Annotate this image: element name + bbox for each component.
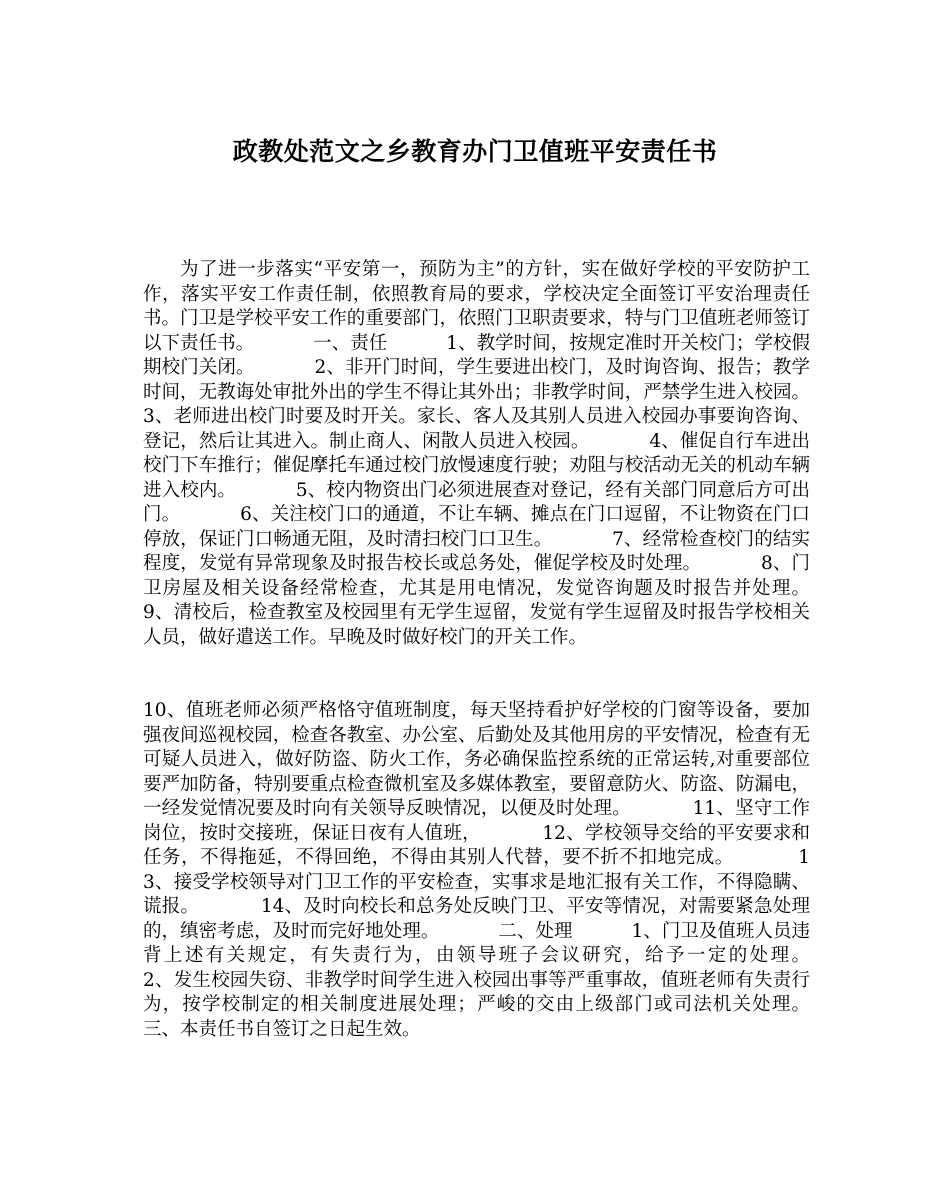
document-title: 政教处范文之乡教育办门卫值班平安责任书 (232, 137, 718, 166)
body-paragraph: 10、值班老师必须严格恪守值班制度，每天坚持看护好学校的门窗等设备，要加强夜间巡视校园，检查各教室、办公室、后勤处及其他用房的平安情况，检查有无可疑人员进入，做好防盗、防火工作，务必确保监控系统的正常运转,对重要部位要严加防备，特别要重点检查微机室及多媒体教室，要留意防火、防盗、防漏电，一经发觉情况要及时向有关领导反映情况，以便及时处理。 11、坚守工作岗位，按时交接班，保证日夜有人值班， 12、学校领导交给的平安要求和任务，不得拖延，不得回绝，不得由其别人代替，要不折不扣地完成。 13、接受学校领导对门卫工作的平安检查，实事求是地汇报有关工作，不得隐瞒、谎报。 14、及时向校长和总务处反映门卫、平安等情况，对需要紧急处理的，缜密考虑，及时而完好地处理。 二、处理 1、门卫及值班人员违背上述有关规定，有失责行为，由领导班子会议研究，给予一定的处理。 2、发生校园失窃、非教学时间学生进入校园出事等严重事故，值班老师有失责行为，按学校制定的相关制度进展处理；严峻的交由上级部门或司法机关处理。 三、本责任书自签订之日起生效。 (143, 700, 869, 1040)
document-body (143, 209, 869, 1091)
body-paragraph: 为了进一步落实“平安第一，预防为主”的方针，实在做好学校的平安防护工作，落实平安工作责任制，依照教育局的要求，学校决定全面签订平安治理责任书。门卫是学校平安工作的重要部门，依照门卫职责要求，特与门卫值班老师签订以下责任书。 一、责任 1、教学时间，按规定准时开关校门；学校假期校门关闭。 2、非开门时间，学生要进出校门，及时询咨询、报告；教学时间，无教诲处审批外出的学生不得让其外出；非教学时间，严禁学生进入校园。 3、老师进出校门时要及时开关。家长、客人及其别人员进入校园办事要询咨询、登记，然后让其进入。制止商人、闲散人员进入校园。 4、催促自行车进出校门下车推行；催促摩托车通过校门放慢速度行驶；劝阻与校活动无关的机动车辆进入校内。 5、校内物资出门必须进展查对登记，经有关部门同意后方可出门。 6、关注校门口的通道，不让车辆、摊点在门口逗留，不让物资在门口停放，保证门口畅通无阻，及时清扫校门口卫生。 7、经常检查校门的结实程度，发觉有异常现象及时报告校长或总务处，催促学校及时处理。 8、门卫房屋及相关设备经常检查，尤其是用电情况，发觉咨询题及时报告并处理。 9、清校后，检查教室及校园里有无学生逗留，发觉有学生逗留及时报告学校相关人员，做好遣送工作。早晚及时做好校门的开关工作。 (143, 259, 869, 648)
